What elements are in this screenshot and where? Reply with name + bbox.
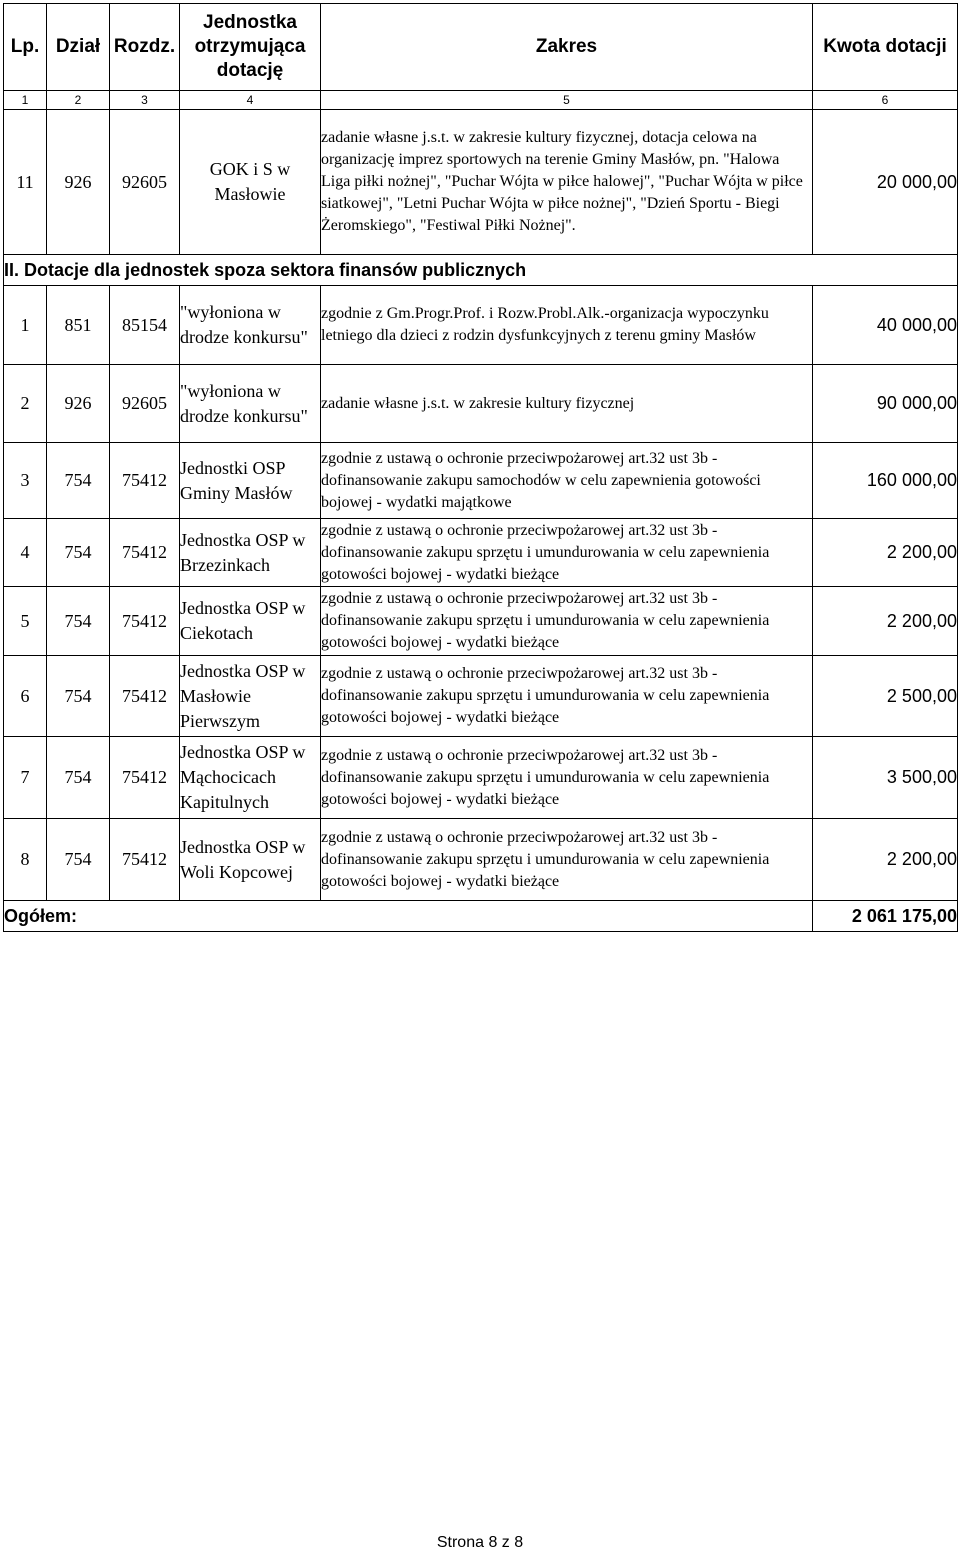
cell-rozdz: 75412 bbox=[110, 443, 180, 519]
table-row bbox=[4, 587, 958, 656]
cell-zakres: zgodnie z ustawą o ochronie przeciwpożarowej art.32 ust 3b - dofinansowanie zakupu sprzętu i umundurowania w celu zapewnienia gotowości bojowej - wydatki bieżące bbox=[321, 519, 813, 587]
cell-lp: 4 bbox=[4, 519, 47, 587]
section-row bbox=[4, 255, 958, 286]
cell-rozdz: 92605 bbox=[110, 110, 180, 255]
column-number: 5 bbox=[321, 91, 813, 110]
header-zakres: Zakres bbox=[321, 4, 813, 91]
column-numbers-row bbox=[4, 91, 958, 110]
cell-jednostka: Jednostki OSP Gminy Masłów bbox=[180, 443, 321, 519]
cell-jednostka: GOK i S w Masłowie bbox=[180, 110, 321, 255]
cell-lp: 8 bbox=[4, 819, 47, 901]
cell-dzial: 754 bbox=[47, 737, 110, 819]
cell-jednostka: Jednostka OSP w Ciekotach bbox=[180, 587, 321, 656]
table-row bbox=[4, 737, 958, 819]
cell-kwota: 3 500,00 bbox=[813, 737, 958, 819]
cell-rozdz: 75412 bbox=[110, 819, 180, 901]
cell-lp: 3 bbox=[4, 443, 47, 519]
cell-rozdz: 75412 bbox=[110, 737, 180, 819]
cell-lp: 5 bbox=[4, 587, 47, 656]
page-number: Strona 8 z 8 bbox=[436, 1534, 524, 1551]
column-number: 4 bbox=[180, 91, 321, 110]
cell-zakres: zgodnie z ustawą o ochronie przeciwpożarowej art.32 ust 3b - dofinansowanie zakupu samochodów w celu zapewnienia gotowości bojowej - wydatki majątkowe bbox=[321, 443, 813, 519]
total-amount: 2 061 175,00 bbox=[813, 901, 958, 932]
table-row bbox=[4, 656, 958, 737]
cell-zakres: zgodnie z ustawą o ochronie przeciwpożarowej art.32 ust 3b - dofinansowanie zakupu sprzętu i umundurowania w celu zapewnienia gotowości bojowej - wydatki bieżące bbox=[321, 737, 813, 819]
cell-dzial: 926 bbox=[47, 365, 110, 443]
cell-zakres: zgodnie z ustawą o ochronie przeciwpożarowej art.32 ust 3b - dofinansowanie zakupu sprzętu i umundurowania w celu zapewnienia gotowości bojowej - wydatki bieżące bbox=[321, 819, 813, 901]
cell-jednostka: Jednostka OSP w Woli Kopcowej bbox=[180, 819, 321, 901]
header-lp: Lp. bbox=[4, 4, 47, 91]
header-jednostka: Jednostka otrzymująca dotację bbox=[180, 4, 321, 91]
cell-dzial: 754 bbox=[47, 519, 110, 587]
header-kwota: Kwota dotacji bbox=[813, 4, 958, 91]
cell-kwota: 90 000,00 bbox=[813, 365, 958, 443]
cell-zakres: zgodnie z ustawą o ochronie przeciwpożarowej art.32 ust 3b - dofinansowanie zakupu sprzętu i umundurowania w celu zapewnienia gotowości bojowej - wydatki bieżące bbox=[321, 587, 813, 656]
cell-jednostka: "wyłoniona w drodze konkursu" bbox=[180, 365, 321, 443]
table-row bbox=[4, 365, 958, 443]
cell-kwota: 40 000,00 bbox=[813, 286, 958, 365]
cell-dzial: 754 bbox=[47, 587, 110, 656]
cell-rozdz: 85154 bbox=[110, 286, 180, 365]
cell-dzial: 754 bbox=[47, 819, 110, 901]
column-number: 6 bbox=[813, 91, 958, 110]
cell-lp: 1 bbox=[4, 286, 47, 365]
cell-dzial: 926 bbox=[47, 110, 110, 255]
total-label: Ogółem: bbox=[4, 901, 813, 932]
table-row bbox=[4, 110, 958, 255]
header-dzial: Dział bbox=[47, 4, 110, 91]
cell-lp: 11 bbox=[4, 110, 47, 255]
cell-dzial: 754 bbox=[47, 656, 110, 737]
cell-rozdz: 75412 bbox=[110, 519, 180, 587]
column-number: 3 bbox=[110, 91, 180, 110]
table-row bbox=[4, 443, 958, 519]
cell-dzial: 851 bbox=[47, 286, 110, 365]
cell-lp: 7 bbox=[4, 737, 47, 819]
cell-lp: 2 bbox=[4, 365, 47, 443]
cell-kwota: 160 000,00 bbox=[813, 443, 958, 519]
subsidy-table bbox=[3, 3, 958, 932]
cell-zakres: zadanie własne j.s.t. w zakresie kultury fizycznej bbox=[321, 365, 813, 443]
cell-jednostka: Jednostka OSP w Mąchocicach Kapitulnych bbox=[180, 737, 321, 819]
cell-kwota: 20 000,00 bbox=[813, 110, 958, 255]
section-heading bbox=[4, 255, 958, 286]
cell-jednostka: Jednostka OSP w Brzezinkach bbox=[180, 519, 321, 587]
cell-jednostka: "wyłoniona w drodze konkursu" bbox=[180, 286, 321, 365]
cell-dzial: 754 bbox=[47, 443, 110, 519]
cell-kwota: 2 500,00 bbox=[813, 656, 958, 737]
cell-zakres: zgodnie z ustawą o ochronie przeciwpożarowej art.32 ust 3b - dofinansowanie zakupu sprzętu i umundurowania w celu zapewnienia gotowości bojowej - wydatki bieżące bbox=[321, 656, 813, 737]
cell-zakres: zadanie własne j.s.t. w zakresie kultury fizycznej, dotacja celowa na organizację imprez sportowych na terenie Gminy Masłów, pn. "Halowa Liga piłki nożnej", "Puchar Wójta w piłce halowej", "Puchar Wójta w piłce siatkowej", "Letni Puchar Wójta w piłce nożnej", "Dzień Sportu - Biegi Żeromskiego", "Festiwal Piłki Nożnej". bbox=[321, 110, 813, 255]
cell-rozdz: 75412 bbox=[110, 587, 180, 656]
header-rozdz: Rozdz. bbox=[110, 4, 180, 91]
table-row bbox=[4, 519, 958, 587]
table-row bbox=[4, 286, 958, 365]
table-row bbox=[4, 819, 958, 901]
column-number: 2 bbox=[47, 91, 110, 110]
cell-kwota: 2 200,00 bbox=[813, 819, 958, 901]
cell-rozdz: 92605 bbox=[110, 365, 180, 443]
total-row bbox=[4, 901, 958, 932]
cell-lp: 6 bbox=[4, 656, 47, 737]
section-roman: II. bbox=[4, 259, 20, 280]
cell-kwota: 2 200,00 bbox=[813, 519, 958, 587]
cell-zakres: zgodnie z Gm.Progr.Prof. i Rozw.Probl.Alk.-organizacja wypoczynku letniego dla dzieci z rodzin dysfunkcyjnych z terenu gminy Masłów bbox=[321, 286, 813, 365]
column-number: 1 bbox=[4, 91, 47, 110]
cell-jednostka: Jednostka OSP w Masłowie Pierwszym bbox=[180, 656, 321, 737]
cell-rozdz: 75412 bbox=[110, 656, 180, 737]
header-row bbox=[4, 4, 958, 91]
section-title: Dotacje dla jednostek spoza sektora finansów publicznych bbox=[24, 259, 527, 280]
cell-kwota: 2 200,00 bbox=[813, 587, 958, 656]
